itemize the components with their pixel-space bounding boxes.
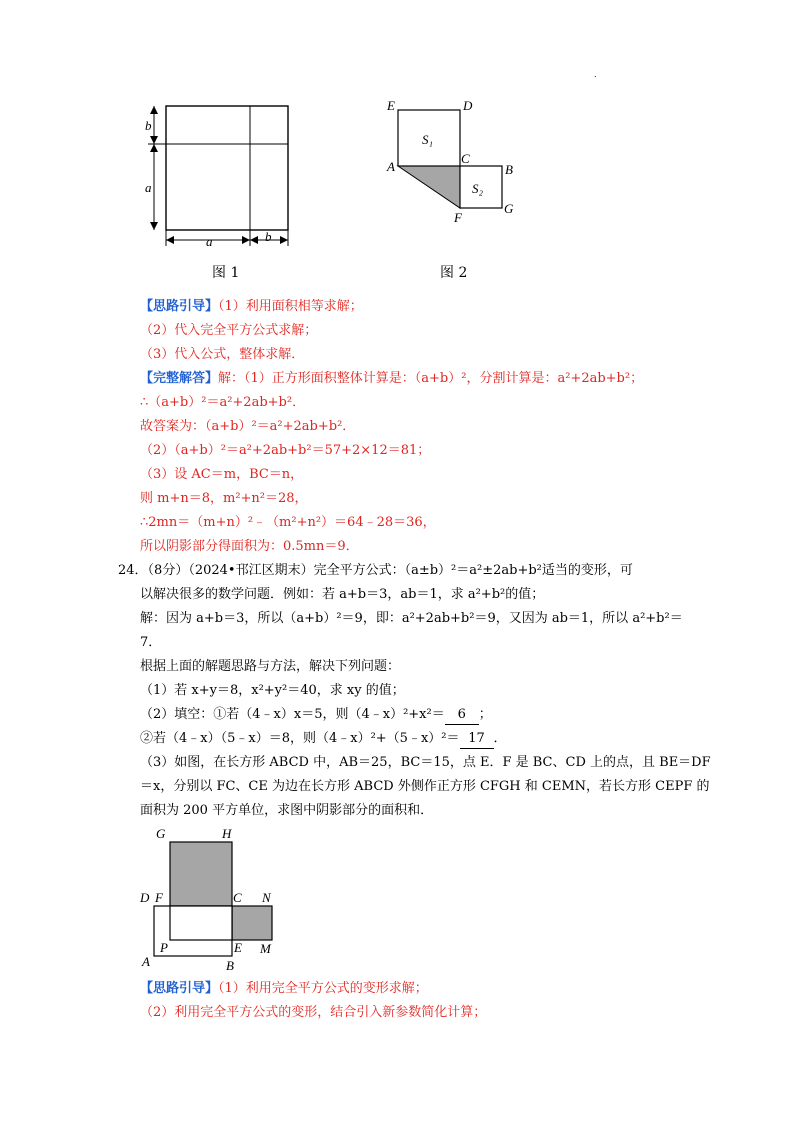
q24-hint-line-2: （2）利用完全平方公式的变形，结合引入新参数简化计算； (140, 1005, 487, 1020)
q24-hint-tag: 【思路引导】 (140, 981, 219, 996)
q24-line-4: 7． (140, 635, 162, 650)
answer-line-4: （2）（a+b）²＝a²+2ab+b²＝57+2×12＝81； (140, 443, 431, 458)
answer-line-1 (140, 370, 643, 388)
q24-line-7 (140, 706, 492, 725)
fig2-label-G: G (504, 201, 514, 216)
q24-fill-2-end: ． (493, 731, 507, 746)
q24-line-1: 24．（8分）（2024•邗江区期末）完全平方公式：（a±b）²＝a²±2ab+b²适当的变形，可 (118, 563, 633, 578)
fig2-label-B: B (505, 162, 513, 177)
fig2-caption: 图 2 (440, 265, 468, 281)
fig3-label-A: A (142, 954, 150, 969)
fig3-label-C: C (233, 890, 242, 905)
fig3-label-B: B (226, 958, 234, 973)
q24-fill-1-prompt: （2）填空：①若（4﹣x）x＝5，则（4﹣x）²+x²＝ (140, 707, 445, 722)
figure-2 (384, 98, 524, 228)
answer-line-7: ∴2mn＝（m+n）²﹣（m²+n²）＝64﹣28＝36， (140, 515, 436, 530)
q24-fill-1-answer: 6 (445, 706, 479, 725)
fig2-label-F: F (454, 210, 462, 225)
fig1-label-left-b: b (145, 118, 152, 133)
q24-hint-line-1 (140, 980, 428, 998)
answer-line-5: （3）设 AC＝m，BC＝n， (140, 467, 304, 482)
q24-line-8 (140, 730, 507, 749)
corner-mark: . (594, 70, 597, 79)
q24-line-2: 以解决很多的数学问题．例如：若 a+b＝3，ab＝1，求 a²+b²的值； (140, 587, 545, 602)
fig1-label-bottom-b: b (265, 229, 272, 244)
answer-line-3: 故答案为：（a+b）²＝a²+2ab+b²． (140, 419, 356, 434)
fig3-label-H: H (222, 826, 232, 841)
hint-line-3: （3）代入公式，整体求解． (140, 347, 305, 362)
q24-line-5: 根据上面的解题思路与方法，解决下列问题： (140, 659, 401, 674)
figure-1 (140, 100, 300, 250)
fig2-label-S1: S₁ (422, 132, 434, 147)
fig1-label-left-a: a (145, 180, 152, 195)
fig3-label-E: E (234, 940, 242, 955)
q24-line-10: ＝x，分别以 FC、CE 为边在长方形 ABCD 外侧作正方形 CFGH 和 CEMN，若长方形 CEPF 的 (140, 779, 710, 794)
fig3-label-M: M (260, 941, 271, 956)
q24-fill-1-end: ； (478, 707, 492, 722)
fig3-label-D: D (140, 890, 150, 905)
fig2-label-A: A (387, 159, 395, 174)
q24-hint-text: （1）利用完全平方公式的变形求解； (218, 981, 428, 996)
answer-text: 解：（1）正方形面积整体计算是：（a+b）²，分割计算是：a²+2ab+b²； (218, 371, 644, 386)
fig1-caption: 图 1 (212, 265, 240, 281)
answer-line-8: 所以阴影部分得面积为：0.5mn＝9． (140, 539, 359, 554)
answer-tag: 【完整解答】 (140, 371, 219, 386)
answer-line-2: ∴（a+b）²＝a²+2ab+b²． (140, 395, 306, 410)
hint-tag: 【思路引导】 (140, 299, 219, 314)
fig2-label-D: D (463, 98, 473, 113)
fig3-label-P: P (160, 940, 168, 955)
fig1-label-bottom-a: a (206, 234, 213, 249)
fig2-label-S2: S₂ (472, 181, 484, 196)
figure-3 (136, 822, 286, 974)
answer-line-6: 则 m+n＝8，m²+n²＝28， (140, 491, 308, 506)
fig2-label-E: E (387, 98, 395, 113)
hint-line-1 (140, 298, 363, 316)
fig3-label-F: F (155, 890, 163, 905)
q24-fill-2-answer: 17 (460, 730, 494, 749)
q24-line-11: 面积为 200 平方单位，求图中阴影部分的面积和． (140, 803, 434, 818)
q24-line-3: 解：因为 a+b＝3，所以（a+b）²＝9，即：a²+2ab+b²＝9，又因为 ab＝1，所以 a²+b²＝ (140, 611, 683, 626)
hint-text: （1）利用面积相等求解； (218, 299, 363, 314)
fig3-label-G: G (156, 826, 166, 841)
fig3-label-N: N (262, 890, 271, 905)
q24-fill-2-prompt: ②若（4﹣x）（5﹣x）＝8，则（4﹣x）²+（5﹣x）²＝ (140, 731, 460, 746)
fig2-label-C: C (461, 151, 470, 166)
q24-line-9: （3）如图，在长方形 ABCD 中，AB＝25，BC＝15，点 E．F 是 BC、CD 上的点，且 BE＝DF (140, 755, 711, 770)
hint-line-2: （2）代入完全平方公式求解； (140, 323, 318, 338)
q24-line-6: （1）若 x+y＝8，x²+y²＝40，求 xy 的值； (140, 683, 405, 698)
